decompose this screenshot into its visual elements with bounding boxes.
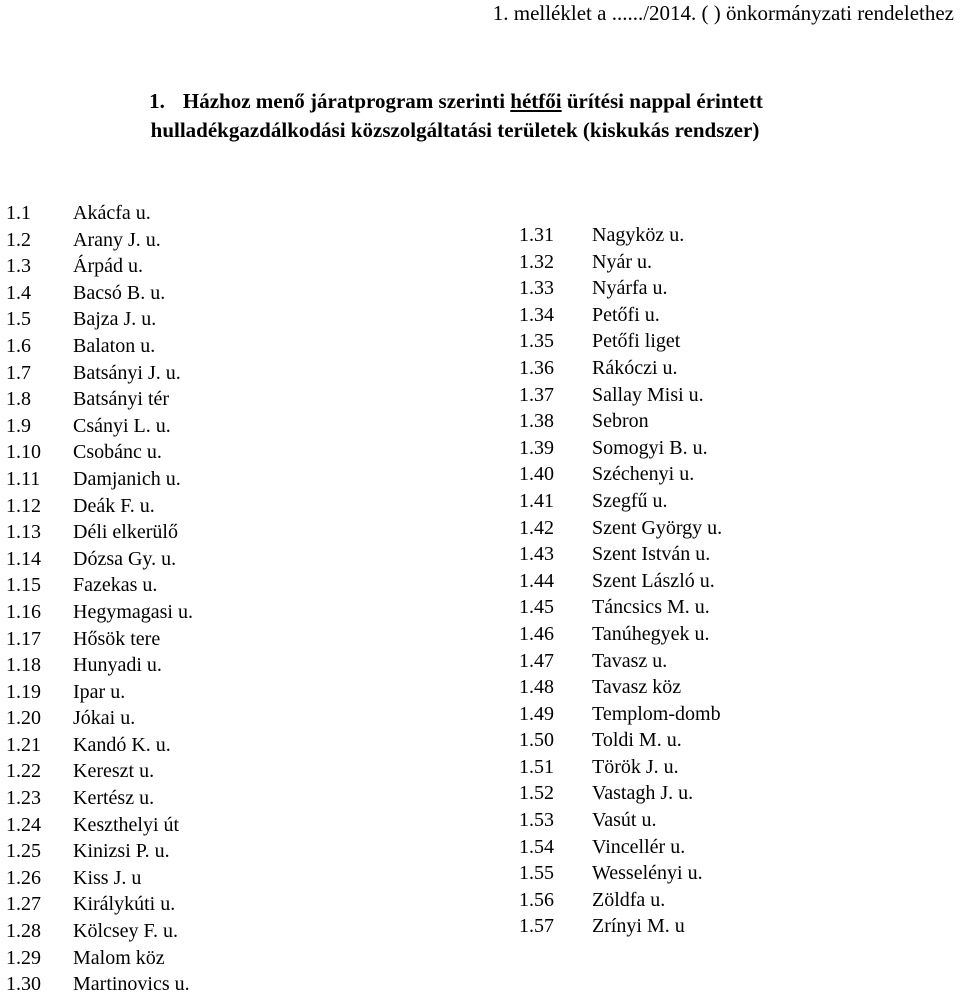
street-number: 1.49: [519, 702, 554, 725]
street-list-item: [519, 674, 722, 701]
street-number: 1.39: [519, 436, 554, 459]
street-list-item: [6, 599, 193, 626]
street-number: 1.19: [6, 680, 41, 703]
street-list-item: [519, 621, 722, 648]
street-name: Szent István u.: [592, 543, 711, 566]
street-list-item: [519, 887, 722, 914]
street-number: 1.55: [519, 862, 554, 885]
street-number: 1.28: [6, 920, 41, 943]
street-name: Vincellér u.: [592, 835, 686, 858]
street-list-item: [6, 918, 193, 945]
street-number: 1.25: [6, 840, 41, 863]
street-number: 1.8: [6, 388, 31, 411]
street-list-item: [519, 222, 722, 249]
street-number: 1.35: [519, 330, 554, 353]
street-number: 1.52: [519, 782, 554, 805]
street-number: 1.23: [6, 787, 41, 810]
street-number: 1.45: [519, 596, 554, 619]
street-name: Sebron: [592, 410, 649, 433]
street-list-item: [519, 594, 722, 621]
street-list-right: [519, 222, 722, 940]
street-name: Nagyköz u.: [592, 224, 685, 246]
street-list-item: [6, 280, 193, 307]
street-list-item: [6, 227, 193, 254]
street-name: Kiss J. u: [73, 866, 142, 889]
street-name: Tavasz köz: [592, 676, 682, 699]
street-name: Zöldfa u.: [592, 888, 666, 911]
street-name: Kandó K. u.: [73, 733, 171, 756]
street-number: 1.56: [519, 888, 554, 911]
street-name: Damjanich u.: [73, 467, 181, 490]
street-number: 1.17: [6, 627, 41, 650]
street-list-item: [519, 382, 722, 409]
street-list-item: [6, 971, 193, 998]
street-list-item: [519, 568, 722, 595]
street-name: Hunyadi u.: [73, 654, 162, 677]
annex-header: 1. melléklet a ....../2014. ( ) önkormányzati rendelethez: [492, 1, 954, 25]
street-name: Malom köz: [73, 946, 165, 969]
street-name: Nyárfa u.: [592, 277, 668, 300]
street-name: Templom-domb: [592, 702, 721, 725]
street-list-item: [519, 408, 722, 435]
street-number: 1.6: [6, 334, 31, 357]
street-name: Batsányi J. u.: [73, 361, 181, 384]
street-name: Kinizsi P. u.: [73, 840, 170, 863]
street-name: Jókai u.: [73, 707, 136, 730]
street-number: 1.36: [519, 356, 554, 379]
street-number: 1.27: [6, 893, 41, 916]
street-list-item: [6, 253, 193, 280]
street-number: 1.30: [6, 973, 41, 996]
section-number: 1.: [149, 89, 165, 113]
street-list-item: [6, 679, 193, 706]
street-number: 1.50: [519, 729, 554, 752]
street-list-left: [6, 200, 193, 998]
street-list-item: [6, 200, 193, 227]
street-list-item: [6, 945, 193, 972]
street-name: Keszthelyi út: [73, 813, 180, 836]
street-number: 1.40: [519, 463, 554, 486]
street-number: 1.34: [519, 303, 554, 326]
street-name: Kereszt u.: [73, 760, 155, 783]
street-list-item: [6, 360, 193, 387]
street-name: Királykúti u.: [73, 893, 176, 916]
street-name: Toldi M. u.: [592, 729, 682, 752]
street-name: Vasút u.: [592, 809, 657, 832]
street-list-item: [6, 838, 193, 865]
street-list-item: [519, 807, 722, 834]
street-list-item: [6, 626, 193, 653]
street-name: Petőfi u.: [592, 303, 660, 326]
street-name: Tavasz u.: [592, 649, 668, 672]
street-number: 1.1: [6, 202, 31, 224]
street-name: Széchenyi u.: [592, 463, 695, 486]
street-list-item: [6, 439, 193, 466]
street-list-item: [6, 865, 193, 892]
street-number: 1.14: [6, 547, 41, 570]
street-name: Arany J. u.: [73, 228, 161, 251]
street-name: Hősök tere: [73, 627, 161, 650]
street-list-item: [6, 333, 193, 360]
street-name: Martinovics u.: [73, 973, 190, 996]
title-underlined-word: hétfői: [510, 89, 562, 113]
street-list-item: [6, 652, 193, 679]
street-name: Somogyi B. u.: [592, 436, 708, 459]
street-list-item: [519, 701, 722, 728]
street-name: Török J. u.: [592, 755, 679, 778]
street-number: 1.21: [6, 733, 41, 756]
street-name: Vastagh J. u.: [592, 782, 694, 805]
street-number: 1.22: [6, 760, 41, 783]
street-number: 1.43: [519, 543, 554, 566]
street-number: 1.48: [519, 676, 554, 699]
street-name: Bacsó B. u.: [73, 281, 166, 304]
street-number: 1.20: [6, 707, 41, 730]
street-name: Csányi L. u.: [73, 414, 171, 437]
street-number: 1.33: [519, 277, 554, 300]
street-list-item: [6, 493, 193, 520]
street-number: 1.13: [6, 521, 41, 544]
street-list-item: [519, 913, 722, 940]
street-name: Zrínyi M. u: [592, 915, 685, 938]
title-text-before: Házhoz menő járatprogram szerinti: [182, 89, 511, 113]
street-list-item: [519, 275, 722, 302]
street-list-item: [6, 758, 193, 785]
street-name: Petőfi liget: [592, 330, 681, 353]
street-number: 1.53: [519, 809, 554, 832]
street-name: Ipar u.: [73, 680, 126, 703]
street-name: Szent György u.: [592, 516, 723, 539]
street-number: 1.9: [6, 414, 31, 437]
street-number: 1.41: [519, 489, 554, 512]
street-list-item: [6, 812, 193, 839]
street-list-item: [519, 648, 722, 675]
street-list-item: [6, 386, 193, 413]
street-name: Rákóczi u.: [592, 356, 678, 379]
street-list-item: [519, 302, 722, 329]
street-number: 1.3: [6, 255, 31, 278]
street-number: 1.38: [519, 410, 554, 433]
street-name: Szegfű u.: [592, 489, 668, 512]
street-list-item: [519, 355, 722, 382]
street-name: Árpád u.: [73, 255, 143, 278]
street-number: 1.15: [6, 574, 41, 597]
street-name: Hegymagasi u.: [73, 600, 193, 623]
street-number: 1.54: [519, 835, 554, 858]
street-list-item: [519, 780, 722, 807]
street-name: Nyár u.: [592, 250, 652, 273]
section-title-line-1: [0, 86, 936, 117]
street-number: 1.42: [519, 516, 554, 539]
street-name: Bajza J. u.: [73, 308, 157, 331]
street-number: 1.29: [6, 946, 41, 969]
street-number: 1.5: [6, 308, 31, 331]
street-number: 1.32: [519, 250, 554, 273]
street-list-item: [519, 541, 722, 568]
street-number: 1.16: [6, 600, 41, 623]
street-list-item: [519, 488, 722, 515]
street-name: Kertész u.: [73, 787, 155, 810]
street-name: Tanúhegyek u.: [592, 622, 710, 645]
street-number: 1.31: [519, 224, 554, 246]
street-name: Akácfa u.: [73, 202, 151, 224]
street-list-item: [6, 572, 193, 599]
street-number: 1.26: [6, 866, 41, 889]
street-number: 1.44: [519, 569, 554, 592]
street-number: 1.51: [519, 755, 554, 778]
street-name: Csobánc u.: [73, 441, 162, 464]
street-name: Szent László u.: [592, 569, 715, 592]
street-number: 1.2: [6, 228, 31, 251]
street-list-item: [519, 515, 722, 542]
street-number: 1.10: [6, 441, 41, 464]
street-list-item: [6, 466, 193, 493]
street-number: 1.37: [519, 383, 554, 406]
street-list-item: [6, 306, 193, 333]
section-title-line-2: hulladékgazdálkodási közszolgáltatási területek (kiskukás rendszer): [150, 118, 760, 142]
street-list-item: [519, 435, 722, 462]
street-name: Kölcsey F. u.: [73, 920, 179, 943]
street-list-item: [6, 891, 193, 918]
street-number: 1.18: [6, 654, 41, 677]
street-name: Déli elkerülő: [73, 521, 178, 544]
street-name: Batsányi tér: [73, 388, 170, 411]
street-number: 1.47: [519, 649, 554, 672]
street-name: Táncsics M. u.: [592, 596, 710, 619]
street-list-item: [6, 546, 193, 573]
street-number: 1.46: [519, 622, 554, 645]
street-name: Wesselényi u.: [592, 862, 703, 885]
street-list-item: [519, 727, 722, 754]
street-number: 1.11: [6, 467, 41, 490]
street-list-item: [6, 413, 193, 440]
street-list-item: [519, 754, 722, 781]
street-list-item: [519, 860, 722, 887]
street-number: 1.24: [6, 813, 41, 836]
street-list-item: [519, 328, 722, 355]
street-list-item: [6, 785, 193, 812]
street-number: 1.4: [6, 281, 31, 304]
street-list-item: [519, 461, 722, 488]
street-list-item: [6, 705, 193, 732]
street-list-item: [6, 519, 193, 546]
street-name: Balaton u.: [73, 334, 156, 357]
street-list-item: [519, 249, 722, 276]
street-number: 1.57: [519, 915, 554, 938]
street-name: Sallay Misi u.: [592, 383, 704, 406]
street-number: 1.7: [6, 361, 31, 384]
street-name: Deák F. u.: [73, 494, 155, 517]
title-text-after: ürítési nappal érintett: [561, 89, 763, 113]
street-list-item: [519, 834, 722, 861]
street-list-item: [6, 732, 193, 759]
street-name: Fazekas u.: [73, 574, 158, 597]
street-name: Dózsa Gy. u.: [73, 547, 177, 570]
street-number: 1.12: [6, 494, 41, 517]
